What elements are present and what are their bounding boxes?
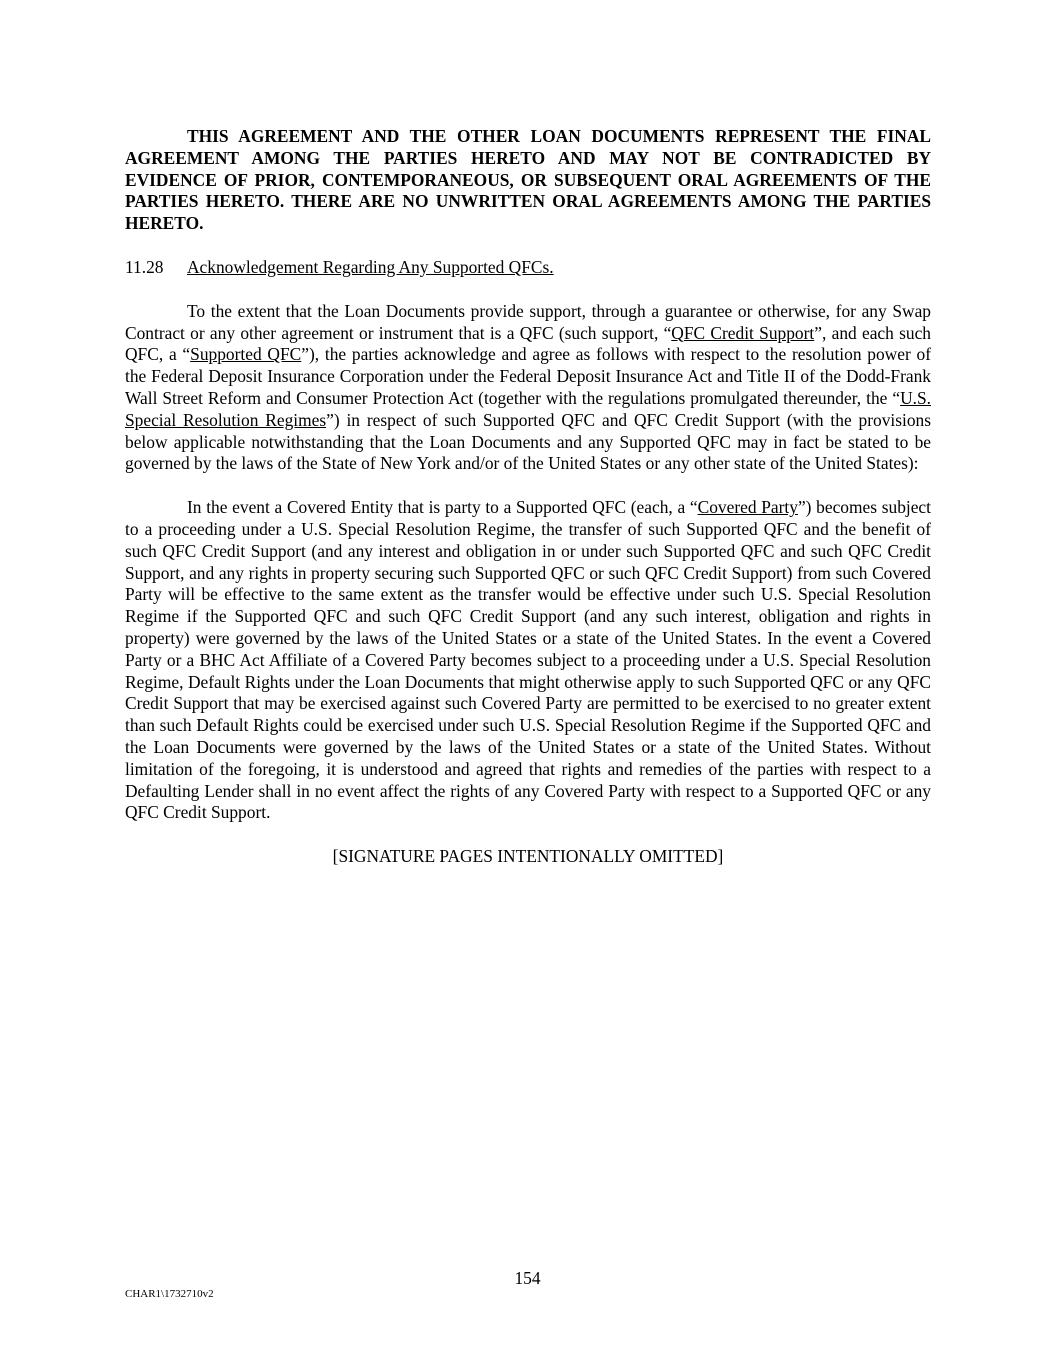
paragraph-text: ”, and each such QFC, a “ — [125, 322, 931, 365]
section-title: Acknowledgement Regarding Any Supported QFCs. — [187, 256, 554, 277]
section-number: 11.28 — [125, 256, 164, 277]
paragraph-text: In the event a Covered Entity that is party to a Supported QFC (each, a “ — [187, 497, 698, 518]
defined-term-qfc-credit-support: QFC Credit Support — [671, 322, 815, 343]
final-agreement-notice: THIS AGREEMENT AND THE OTHER LOAN DOCUMENTS REPRESENT THE FINAL AGREEMENT AMONG THE PARTIES HERETO AND MAY NOT BE CONTRADICTED BY EVIDENCE OF PRIOR, CONTEMPORANEOUS, OR SUBSEQUENT ORAL AGREEMENTS OF THE PARTIES HERETO. THERE ARE NO UNWRITTEN ORAL AGREEMENTS AMONG THE PARTIES HERETO. — [125, 126, 931, 234]
document-id: CHAR1\1732710v2 — [125, 1288, 214, 1300]
signature-pages-omitted-notice: [SIGNATURE PAGES INTENTIONALLY OMITTED] — [332, 846, 724, 867]
paragraph-text: To the extent that the Loan Documents provide support, through a guarantee or otherwise, for any Swap Contract or any other agreement or instrument that is a QFC (such support, “ — [125, 300, 931, 343]
paragraph-text: ”), the parties acknowledge and agree as follows with respect to the resolution power of the Federal Deposit Insurance Corporation under the Federal Deposit Insurance Act and Title II of the Dodd-Frank Wall Street Reform and Consumer Protection Act (together with the regulations promulgated thereunder, the “ — [125, 344, 932, 408]
defined-term-supported-qfc: Supported QFC — [190, 344, 302, 365]
paragraph-text: ”) becomes subject to a proceeding under a U.S. Special Resolution Regime, the transfer of such Supported QFC and the benefit of such QFC Credit Support (and any interest and obligation in or under such Supported QFC and such QFC Credit Support, and any rights in property securing such Supported QFC or such QFC Credit Support) from such Covered Party will be effective to the same extent as the transfer would be effective under such U.S. Special Resolution Regime if the Supported QFC and such QFC Credit Support (and any such interest, obligation and rights in property) were governed by the laws of the United States or a state of the United States. In the event a Covered Party or a BHC Act Affiliate of a Covered Party becomes subject to a proceeding under a U.S. Special Resolution Regime, Default Rights under the Loan Documents that might otherwise apply to such Supported QFC or any QFC Credit Support that may be exercised against such Covered Party are permitted to be exercised to no greater extent than such Default Rights could be exercised under such U.S. Special Resolution Regime if the Supported QFC and the Loan Documents were governed by the laws of the United States or a state of the United States. Without limitation of the foregoing, it is understood and agreed that rights and remedies of the parties with respect to a Defaulting Lender shall in no event affect the rights of any Covered Party with respect to a Supported QFC or any QFC Credit Support. — [125, 497, 931, 823]
covered-party-paragraph — [125, 497, 931, 824]
defined-term-us-special-resolution-regimes: U.S. Special Resolution Regimes — [125, 387, 931, 430]
qfc-support-paragraph — [125, 301, 931, 475]
section-heading — [125, 257, 931, 279]
page-number: 154 — [514, 1268, 541, 1288]
defined-term-covered-party: Covered Party — [697, 497, 798, 518]
page-body — [125, 126, 931, 868]
paragraph-text: ”) in respect of such Supported QFC and QFC Credit Support (with the provisions below applicable notwithstanding that the Loan Documents and any Supported QFC may in fact be stated to be governed by the laws of the State of New York and/or of the United States or any other state of the United States): — [125, 409, 931, 474]
